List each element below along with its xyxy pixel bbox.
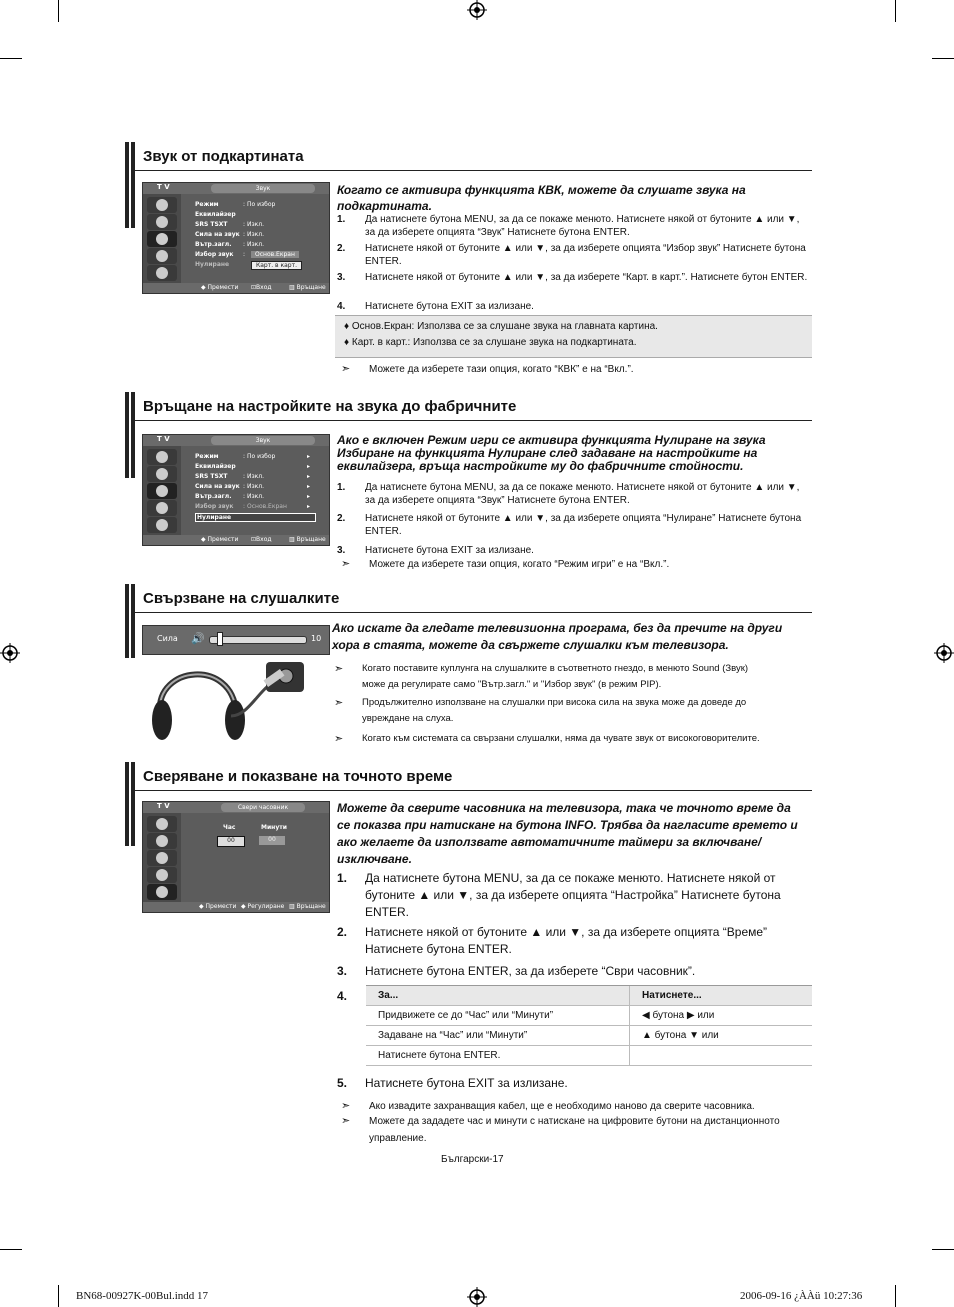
intro-text: Когато се активира функцията КВК, можете да слушате звука на подкартината. (337, 183, 746, 213)
options-box: ♦ Основ.Екран: Използва се за слушане звука на главната картина. ♦ Карт. в карт.: Използва се за слушане звука на подкартината. (335, 315, 812, 358)
section-rule (135, 420, 812, 421)
section-rule (135, 170, 812, 171)
registration-mark-icon (467, 1287, 487, 1307)
registration-mark-icon (934, 643, 954, 663)
section-title: Свързване на слушалките (143, 590, 340, 607)
volume-thumb (217, 632, 223, 646)
section-bar (125, 142, 135, 228)
section-rule (135, 612, 812, 613)
section-title: Сверяване и показване на точното време (143, 768, 453, 785)
tv-menu-screenshot: T V Звук Режим Еквилайзер SRS TSXT Сила на звук Вътр.загл. Избор звук Нулиране : : : : : По избор Изкл. Изкл. Изкл. Основ.Екран Карт. в карт. ◆ Премести ⊡Вход ▥ Връщане (142, 182, 330, 294)
tv-menu-screenshot: T V Свери часовник Час Минути 00 00 ◆ Премести ◆ Регулиране ▥ Връщане (142, 801, 330, 913)
section-title: Връщане на настройките на звука до фабричните (143, 398, 517, 415)
section-title: Звук от подкартината (143, 148, 304, 165)
timestamp: 2006-09-16 ¿ÀÀü 10:27:36 (740, 1290, 863, 1302)
note-arrow-icon: ➣ (334, 733, 344, 745)
note-arrow-icon: ➣ (334, 697, 344, 709)
section-bar (125, 392, 135, 478)
intro-text: Можете да сверите часовника на телевизора, така че точното време да се показва при натискане на бутона INFO. Трябва да нагласите времето и ако желаете да използвате автоматичните таймери за включване/ изключване. (337, 801, 798, 866)
headphones-icon (146, 656, 310, 744)
page-number: Български-17 (441, 1154, 504, 1165)
table-row: Натиснете бутона ENTER. (366, 1046, 812, 1066)
note-arrow-icon: ➣ (341, 363, 351, 375)
table-row: Задаване на “Час” или “Минути” ▲ бутона ▼ или (366, 1026, 812, 1046)
tv-menu-screenshot: T V Звук Режим Еквилайзер SRS TSXT Сила на звук Вътр.загл. Избор звук Нулиране : : : : : По избор Изкл. Изкл. Изкл. Основ.Екран ▸ ▸ ▸ ▸ ▸ ▸ ◆ Премести ⊡Вход ▥ Връщане (142, 434, 330, 546)
registration-mark-icon (0, 643, 20, 663)
note-arrow-icon: ➣ (341, 558, 351, 570)
key-table: За... Натиснете... Придвижете се до “Час” или “Минути” ◀ бутона ▶ или Задаване на “Час” или “Минути” ▲ бутона ▼ или Натиснете бутона ENTER. (366, 985, 812, 1066)
volume-track (209, 636, 307, 644)
speaker-icon: 🔊 (191, 632, 205, 645)
note-arrow-icon: ➣ (341, 1115, 351, 1127)
volume-osd: Сила 🔊 10 (142, 625, 330, 655)
section-bar (125, 584, 135, 658)
intro-text: Ако искате да гледате телевизионна програма, без да пречите на други хора в стаята, можете да свържете слушалки към телевизора. (332, 621, 783, 652)
note-arrow-icon: ➣ (341, 1100, 351, 1112)
table-row: Придвижете се до “Час” или “Минути” ◀ бутона ▶ или (366, 1006, 812, 1026)
intro-text: Ако е включен Режим игри се активира функцията Нулиране на звука Избиране на функцията Нулиране след задаване на настройките на еквилайзера, връща настройките му до фабричните стойности. (337, 433, 766, 473)
file-info: BN68-00927K-00Bul.indd 17 (76, 1290, 208, 1302)
section-bar (125, 762, 135, 846)
registration-mark-icon (467, 0, 487, 20)
section-rule (135, 790, 812, 791)
note-arrow-icon: ➣ (334, 663, 344, 675)
